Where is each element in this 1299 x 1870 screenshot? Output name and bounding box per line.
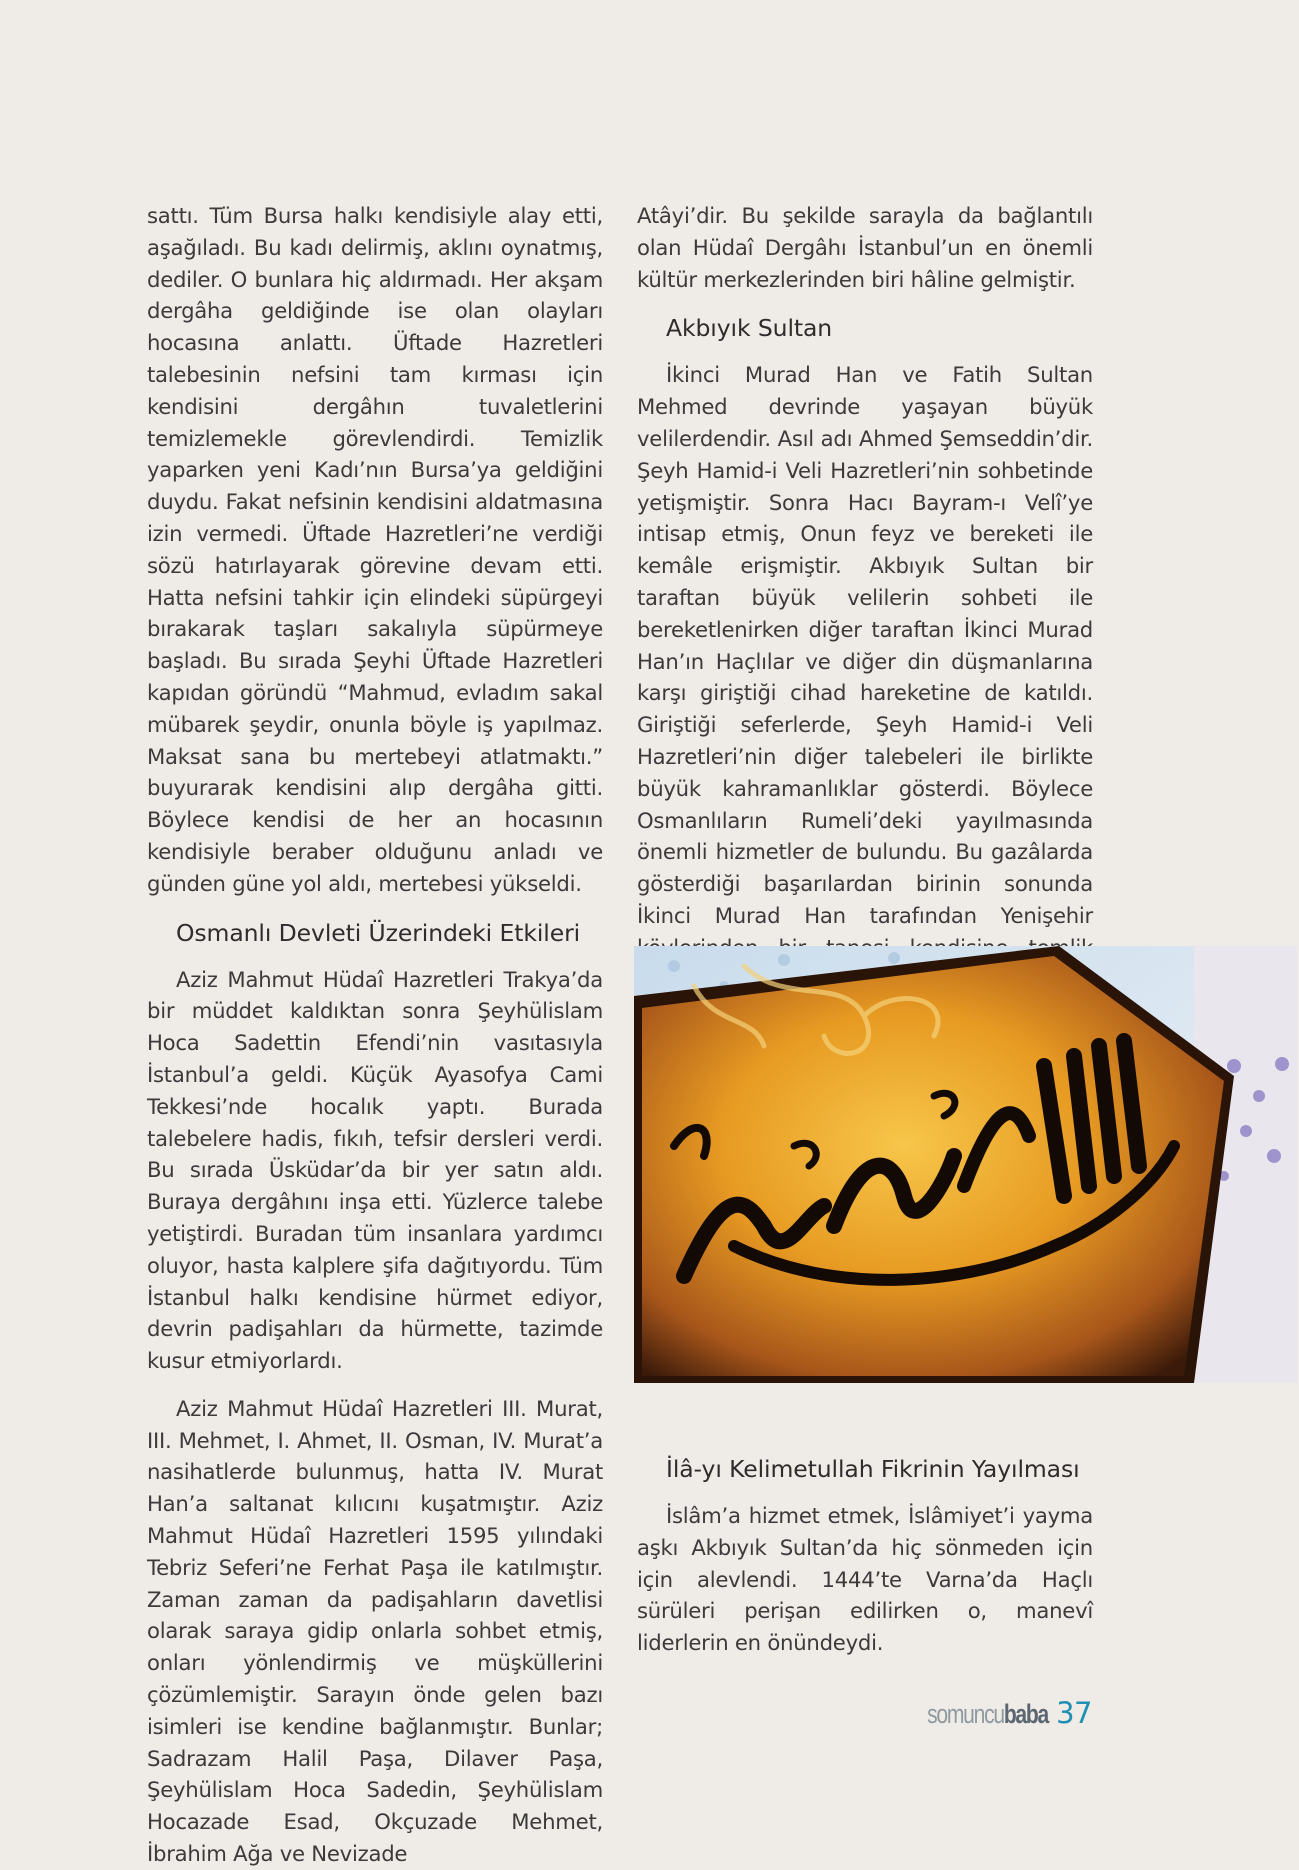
page-number: 37 bbox=[1056, 1696, 1092, 1730]
page-footer bbox=[893, 1696, 1092, 1730]
paragraph: Aziz Mahmut Hüdaî Hazretleri Trakya’da bir müddet kaldıktan sonra Şeyhülislam Hoca Sadettin Efendi’nin vasıtasıyla İstanbul’a geldi. Küçük Ayasofya Cami Tekkesi’nde hocalık yaptı. Burada talebelere hadis, fıkıh, tefsir dersleri verdi. Bu sırada Üsküdar’da bir yer satın aldı. Buraya dergâhını inşa etti. Yüzlerce talebe yetiştirdi. Buradan tüm insanlara yardımcı oluyor, hasta kalplere şifa dağıtıyordu. Tüm İstanbul halkı kendisine hürmet ediyor, devrin padişahları da hürmette, tazimde kusur etmiyorlardı. bbox=[147, 966, 603, 1374]
paragraph: sattı. Tüm Bursa halkı kendisiyle alay etti, aşağıladı. Bu kadı delirmiş, aklını oynatmış, dediler. O bunlara hiç aldırmadı. Her akşam dergâha geldiğinde ise olan olayları hocasına anlattı. Üftade Hazretleri talebesinin nefsini tam kırması için kendisini dergâhın tuvaletlerini temizlemekle görevlendirdi. Temizlik yaparken yeni Kadı’nın Bursa’ya geldiğini duydu. Fakat nefsinin kendisini aldatmasına izin vermedi. Üftade Hazretleri’ne verdiği sözü hatırlayarak görevine devam etti. Hatta nefsini tahkir için elindeki süpürgeyi bırakarak taşları sakalıyla süpürmeye başladı. Bu sırada Şeyhi Üftade Hazretleri kapıdan göründü “Mahmud, evladım sakal mübarek şeydir, onunla böyle iş yapılmaz. Maksat sana bu mertebeyi atlatmaktı.” buyurarak kendisini alıp dergâha gitti. Böylece kendisi de her an hocasının kendisiyle beraber olduğunu anladı ve günden güne yol aldı, mertebesi yükseldi. bbox=[147, 203, 603, 896]
left-column bbox=[147, 200, 603, 1870]
right-column-bottom bbox=[637, 1454, 1093, 1659]
section-heading: Osmanlı Devleti Üzerindeki Etkileri bbox=[176, 918, 581, 947]
paragraph: İslâm’a hizmet etmek, İslâmiyet’i yayma aşkı Akbıyık Sultan’da hiç sönmeden için için alevlendi. 1444’te Varna’da Haçlı sürüleri perişan edilirken o, manevî liderlerin en önündeydi. bbox=[637, 1503, 1093, 1656]
right-column-top bbox=[637, 200, 1093, 995]
section-heading: Akbıyık Sultan bbox=[666, 314, 833, 343]
paragraph: İkinci Murad Han ve Fatih Sultan Mehmed devrinde yaşayan büyük velilerdendir. Asıl adı Ahmed Şemseddin’dir. Şeyh Hamid-i Veli Hazretleri’nin sohbetinde yetişmiştir. Sonra Hacı Bayram-ı Velî’ye intisap etmiş, Onun feyz ve bereketi ile kemâle erişmiştir. Akbıyık Sultan bir taraftan büyük velilerin sohbeti ile bereketlenirken diğer taraftan İkinci Murad Han’ın Haçlılar ve diğer din düşmanlarına karşı giriştiği cihad hareketine de katıldı. Giriştiği seferlerde, Şeyh Hamid-i Veli Hazretleri’nin diğer talebeleri ile birlikte büyük kahramanlıklar gösterdi. Böylece Osmanlıların Rumeli’deki yayılmasında önemli hizmetler de bulundu. Bu gazâlarda gösterdiği başarılardan birinin sonunda İkinci Murad Han tarafından Yenişehir bbox=[637, 362, 1093, 928]
paragraph: Atâyi’dir. Bu şekilde sarayla da bağlantılı olan Hüdaî Dergâhı İstanbul’un en önemli kültür merkezlerinden biri hâline gelmiştir. bbox=[637, 203, 1093, 292]
paragraph: Aziz Mahmut Hüdaî Hazretleri III. Murat, III. Mehmet, I. Ahmet, II. Osman, IV. Murat’a nasihatlerde bulunmuş, hatta IV. Murat Han’a saltanat kılıcını kuşatmıştır. Aziz Mahmut Hüdaî Hazretleri 1595 yılındaki Tebriz Seferi’ne Ferhat Paşa ile katılmıştır. Zaman zaman da padişahların davetlisi olarak saraya gidip onlarla sohbet etmiş, onları yönlendirmiş ve müşküllerini çözümlemiştir. Sarayın önde gelen bazı isimleri ise kendine bağlanmıştır. Bunlar; Sadrazam Halil Paşa, Dilaver Paşa, Şeyhülislam Hoca Sadedin, Şeyhülislam Hocazade Esad, Okçuzade Mehmet, İbrahim Ağa ve Nevizade bbox=[147, 1395, 603, 1867]
magazine-logo: somuncubaba bbox=[927, 1699, 1049, 1729]
section-heading: İlâ-yı Kelimetullah Fikrinin Yayılması bbox=[666, 1455, 1080, 1483]
calligraphy-photo bbox=[634, 946, 1297, 1383]
